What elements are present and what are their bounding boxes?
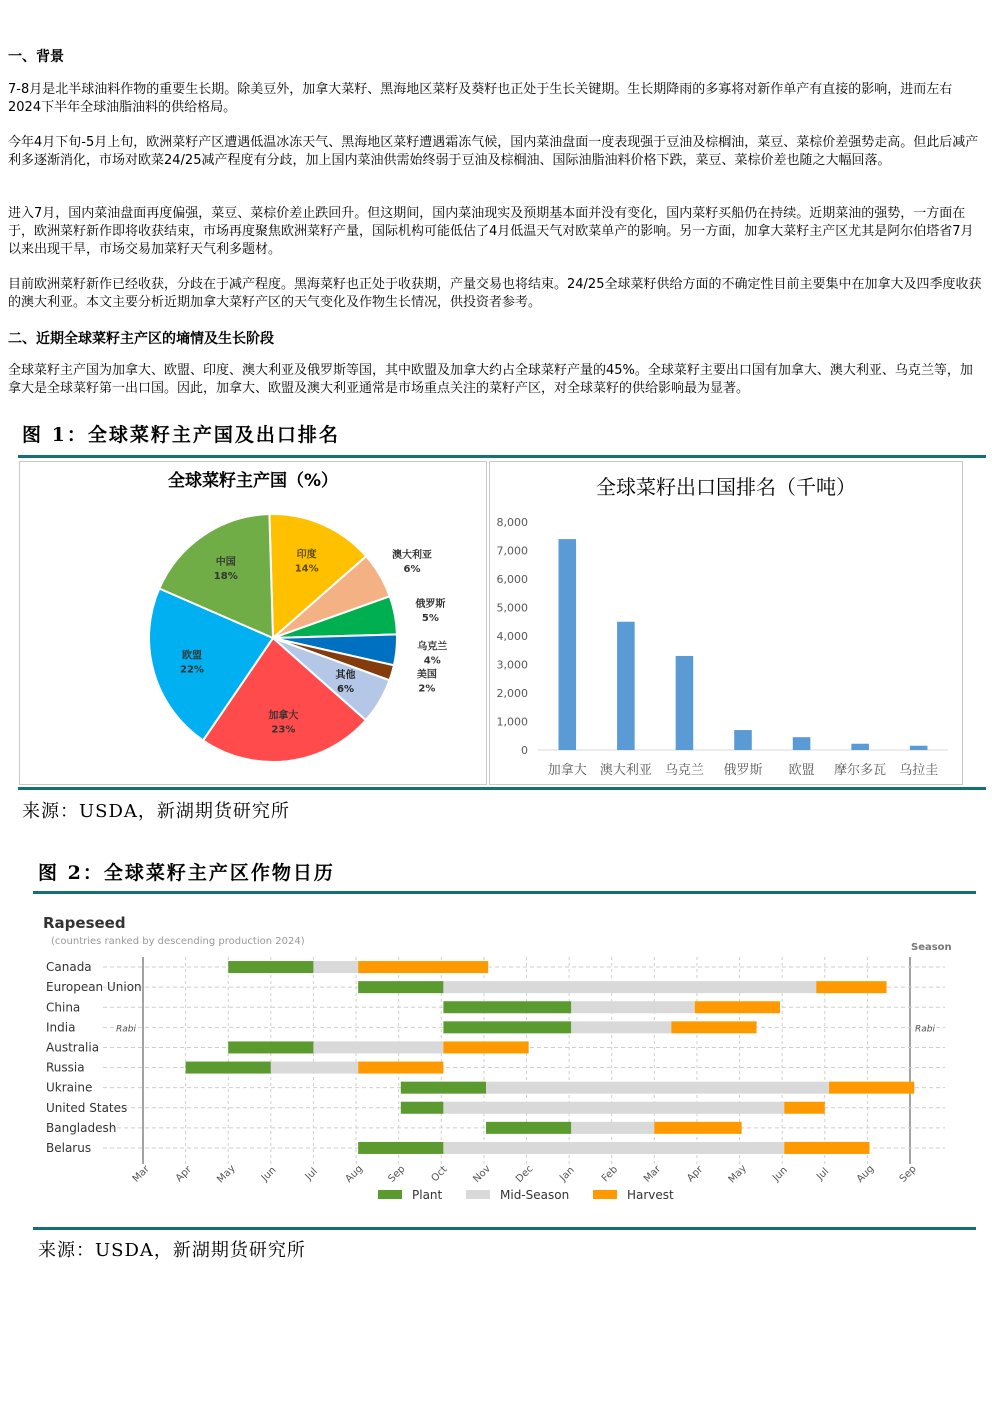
- bar-1: [617, 622, 635, 750]
- calendar-bar-plant: [486, 1122, 571, 1134]
- figure1-source: 来源：USDA，新湖期货研究所: [22, 801, 290, 822]
- legend-swatch: [378, 1190, 402, 1199]
- month-label: Aug: [854, 1163, 877, 1186]
- calendar-bar-mid-season: [443, 1142, 784, 1154]
- calendar-bar-harvest: [816, 981, 886, 993]
- pie-slice-value: 22%: [180, 664, 204, 676]
- bar-y-tick: 8,000: [496, 516, 528, 529]
- paragraph-1: 7-8月是北半球油料作物的重要生长期。除美豆外，加拿大菜籽、黑海地区菜籽及葵籽也正处于生长关键期。生长期降雨的多寡将对新作单产有直接的影响，进而左右2024下半年全球油脂油料的供给格局。: [8, 82, 953, 115]
- calendar-bar-mid-season: [443, 981, 816, 993]
- crop-calendar-subtitle: (countries ranked by descending production 2024): [51, 936, 305, 947]
- pie-slice-label: 印度: [296, 549, 317, 561]
- calendar-bar-mid-season: [313, 1041, 443, 1053]
- pie-slice-value: 6%: [336, 684, 354, 696]
- figure2-source: 来源：USDA，新湖期货研究所: [38, 1240, 306, 1261]
- bar-category-label: 欧盟: [788, 763, 815, 778]
- bar-y-tick: 0: [521, 744, 528, 757]
- country-label: Canada: [46, 960, 92, 975]
- figure1-bottom-rule: [18, 787, 986, 790]
- calendar-bar-harvest: [358, 1062, 443, 1074]
- calendar-bar-harvest: [358, 961, 488, 973]
- bar-category-label: 澳大利亚: [599, 763, 652, 778]
- section-heading-background: 一、背景: [8, 49, 64, 65]
- bar-category-label: 乌拉圭: [899, 763, 939, 778]
- month-label: Apr: [685, 1164, 706, 1185]
- pie-slice-label: 美国: [416, 669, 437, 681]
- calendar-bar-harvest: [443, 1041, 528, 1053]
- bar-category-label: 俄罗斯: [723, 763, 763, 778]
- section-heading-producers: 二、近期全球菜籽主产区的墒情及生长阶段: [8, 331, 274, 347]
- crop-calendar-title: Rapeseed: [43, 914, 126, 932]
- pie-chart: [20, 462, 486, 784]
- calendar-bar-harvest: [654, 1122, 741, 1134]
- country-label: Ukraine: [46, 1080, 93, 1095]
- country-label: United States: [46, 1100, 128, 1115]
- country-label: China: [46, 1000, 81, 1015]
- pie-slice-value: 6%: [403, 563, 421, 575]
- pie-slice-label: 其他: [335, 670, 356, 682]
- month-label: Jun: [259, 1164, 279, 1184]
- figure2-top-rule: [33, 891, 976, 894]
- bar-y-tick: 6,000: [496, 573, 528, 586]
- pie-slice-value: 5%: [421, 612, 439, 624]
- calendar-bar-plant: [401, 1102, 444, 1114]
- bar-category-label: 加拿大: [547, 763, 587, 778]
- pie-slice-value: 18%: [213, 571, 238, 583]
- month-label: Feb: [599, 1164, 621, 1185]
- country-label: Russia: [46, 1060, 85, 1075]
- month-label: Oct: [429, 1164, 450, 1185]
- calendar-bar-mid-season: [443, 1102, 784, 1114]
- calendar-bar-harvest: [784, 1102, 824, 1114]
- legend-label: Mid-Season: [500, 1188, 570, 1202]
- bar-y-tick: 5,000: [496, 601, 528, 615]
- calendar-bar-mid-season: [571, 1122, 654, 1134]
- season-tag: Rabi: [116, 1024, 136, 1035]
- month-label: Jul: [303, 1166, 320, 1183]
- season-label: Season: [911, 942, 952, 953]
- pie-chart-panel: [19, 461, 487, 785]
- calendar-bar-plant: [358, 981, 443, 993]
- bar-3: [734, 730, 752, 750]
- calendar-bar-harvest: [829, 1082, 914, 1094]
- country-label: European Union: [46, 980, 142, 995]
- figure2-bottom-rule: [33, 1227, 976, 1230]
- month-label: Jun: [770, 1164, 790, 1184]
- month-label: Sep: [897, 1163, 919, 1185]
- calendar-bar-harvest: [695, 1001, 780, 1013]
- paragraph-5: 全球菜籽主产国为加拿大、欧盟、印度、澳大利亚及俄罗斯等国，其中欧盟及加拿大约占全球菜籽产量的45%。全球菜籽主要出口国有加拿大、澳大利亚、乌克兰等，加拿大是全球菜籽第一出口国。因此，加拿大、欧盟及澳大利亚通常是市场重点关注的菜籽产区，对全球菜籽的供给影响最为显著。: [8, 363, 973, 396]
- bar-category-label: 乌克兰: [664, 763, 704, 778]
- calendar-bar-mid-season: [571, 1001, 695, 1013]
- calendar-bar-plant: [443, 1001, 571, 1013]
- bar-2: [676, 656, 694, 750]
- pie-slice-value: 2%: [418, 683, 436, 695]
- month-label: May: [215, 1163, 238, 1186]
- month-label: Jul: [814, 1166, 832, 1183]
- country-label: India: [46, 1020, 76, 1035]
- crop-calendar-chart: [33, 900, 963, 1220]
- country-label: Australia: [46, 1040, 100, 1055]
- month-label: Jan: [558, 1164, 577, 1184]
- bar-y-tick: 3,000: [496, 658, 528, 672]
- pie-slice-label: 加拿大: [268, 710, 299, 722]
- bar-y-tick: 2,000: [496, 687, 528, 700]
- month-label: Dec: [513, 1163, 536, 1185]
- figure1-title: 图 1：全球菜籽主产国及出口排名: [22, 424, 340, 446]
- bar-y-tick: 1,000: [496, 715, 528, 729]
- month-label: Apr: [173, 1164, 194, 1185]
- bar-chart-panel: [489, 461, 963, 785]
- pie-chart-title: 全球菜籽主产国（%）: [167, 471, 339, 491]
- legend-swatch: [593, 1190, 617, 1199]
- calendar-bar-plant: [401, 1082, 486, 1094]
- paragraph-3: 进入7月，国内菜油盘面再度偏强，菜豆、菜棕价差止跌回升。但这期间，国内菜油现实及预期基本面并没有变化，国内菜籽买船仍在持续。近期菜油的强势，一方面在于，欧洲菜籽新作即将收获结束，市场再度聚焦欧洲菜籽产量，国际机构可能低估了4月低温天气对欧菜单产的影响。另一方面，加拿大菜籽主产区尤其是阿尔伯塔省7月以来出现干旱，市场交易加菜籽天气利多题材。: [8, 206, 974, 257]
- pie-slice-label: 俄罗斯: [415, 598, 446, 610]
- pie-slice-label: 欧盟: [181, 650, 202, 662]
- pie-slice-value: 14%: [294, 563, 319, 575]
- bar-chart-title: 全球菜籽出口国排名（千吨）: [596, 475, 856, 499]
- calendar-bar-plant: [228, 1041, 313, 1053]
- pie-slice-value: 4%: [423, 655, 441, 667]
- legend-label: Harvest: [627, 1188, 674, 1202]
- figure1-top-rule: [18, 455, 986, 458]
- bar-y-tick: 4,000: [496, 630, 528, 643]
- month-label: Aug: [343, 1163, 366, 1186]
- pie-slice-value: 23%: [271, 724, 296, 736]
- calendar-bar-harvest: [671, 1021, 756, 1033]
- country-label: Belarus: [46, 1140, 92, 1155]
- legend-label: Plant: [412, 1188, 443, 1202]
- calendar-bar-mid-season: [313, 961, 358, 973]
- calendar-bar-harvest: [784, 1142, 869, 1154]
- figure2-title: 图 2：全球菜籽主产区作物日历: [38, 862, 335, 884]
- month-label: May: [726, 1163, 749, 1186]
- calendar-bar-mid-season: [271, 1062, 358, 1074]
- month-label: Sep: [386, 1163, 408, 1185]
- month-label: Nov: [471, 1163, 493, 1186]
- month-label: Mar: [642, 1163, 664, 1185]
- calendar-bar-plant: [358, 1142, 443, 1154]
- calendar-bar-plant: [443, 1021, 571, 1033]
- bar-6: [910, 746, 928, 750]
- paragraph-4: 目前欧洲菜籽新作已经收获，分歧在于减产程度。黑海菜籽也正处于收获期，产量交易也将结束。24/25全球菜籽供给方面的不确定性目前主要集中在加拿大及四季度收获的澳大利亚。本文主要分析近期加拿大菜籽产区的天气变化及作物生长情况，供投资者参考。: [8, 277, 982, 310]
- calendar-bar-mid-season: [571, 1021, 671, 1033]
- month-label: Mar: [130, 1163, 152, 1185]
- paragraph-2: 今年4月下旬-5月上旬，欧洲菜籽产区遭遇低温冰冻天气、黑海地区菜籽遭遇霜冻气候，国内菜油盘面一度表现强于豆油及棕榈油，菜豆、菜棕价差强势走高。但此后减产利多逐渐消化，市场对欧菜24/25减产程度有分歧，加上国内菜油供需始终弱于豆油及棕榈油、国际油脂油料价格下跌，菜豆、菜棕价差也随之大幅回落。: [8, 135, 979, 168]
- bar-y-tick: 7,000: [496, 544, 528, 558]
- bar-chart: [490, 462, 962, 784]
- season-tag-right: Rabi: [915, 1024, 935, 1035]
- bar-4: [793, 737, 811, 750]
- pie-slice-label: 中国: [215, 557, 236, 569]
- bar-0: [559, 539, 577, 750]
- calendar-bar-plant: [228, 961, 313, 973]
- bar-category-label: 摩尔多瓦: [834, 763, 887, 778]
- bar-5: [851, 744, 869, 750]
- calendar-bar-mid-season: [486, 1082, 829, 1094]
- pie-slice-label: 乌克兰: [417, 641, 448, 653]
- country-label: Bangladesh: [46, 1120, 117, 1135]
- legend-swatch: [466, 1190, 490, 1199]
- pie-slice-label: 澳大利亚: [392, 549, 433, 561]
- calendar-bar-plant: [186, 1062, 271, 1074]
